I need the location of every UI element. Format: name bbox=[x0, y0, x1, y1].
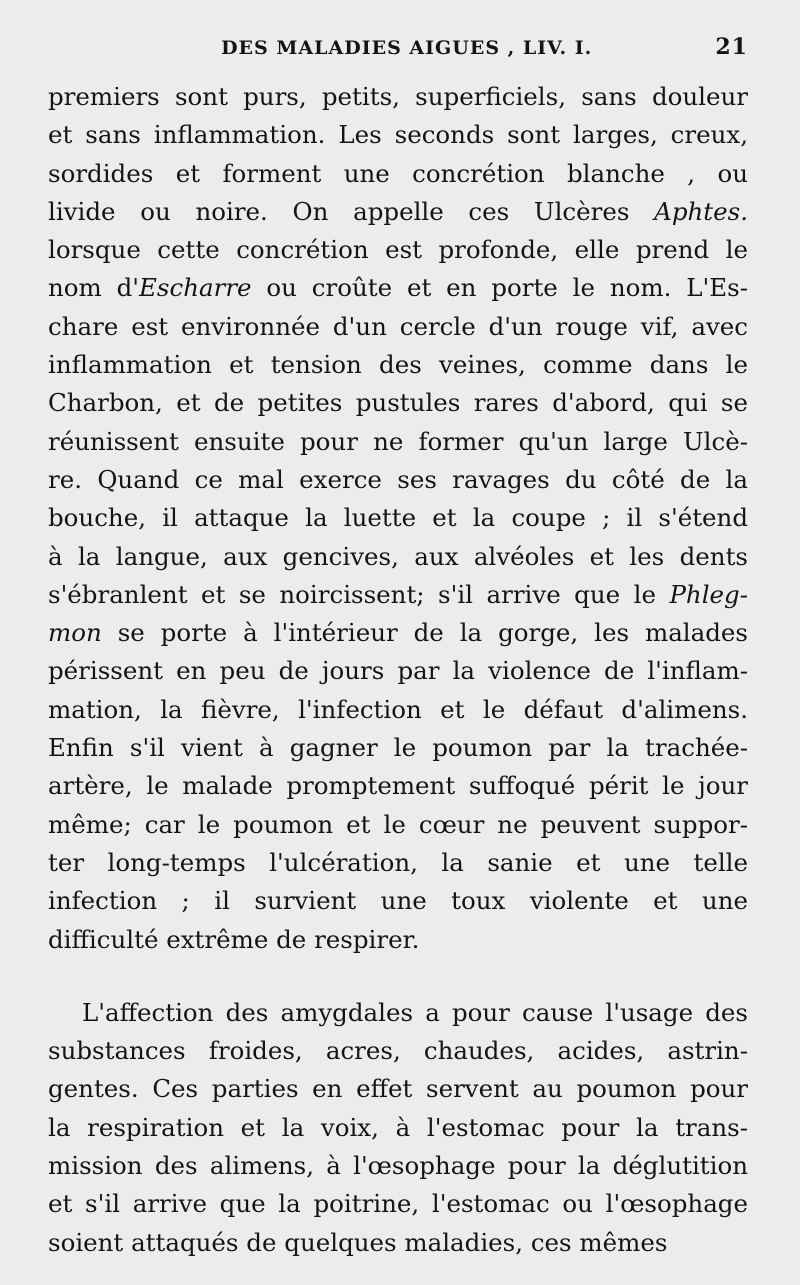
running-header bbox=[48, 34, 748, 78]
text-segment: périssent en peu de jours par la violence de l'inflam- bbox=[48, 656, 748, 686]
text-segment: infection ; il survient une toux violente et une bbox=[48, 886, 748, 916]
text-segment: ou croûte et en porte le nom. L'Es- bbox=[251, 273, 748, 303]
text-body bbox=[48, 78, 748, 1262]
text-line bbox=[48, 652, 748, 690]
text-segment: et s'il arrive que la poitrine, l'estomac ou l'œsophage bbox=[48, 1189, 748, 1219]
text-line bbox=[48, 1224, 748, 1262]
text-line bbox=[48, 806, 748, 844]
text-line bbox=[48, 691, 748, 729]
text-segment: même; car le poumon et le cœur ne peuvent suppor- bbox=[48, 809, 748, 839]
text-segment: réunissent ensuite pour ne former qu'un large Ulcè- bbox=[48, 426, 748, 456]
text-segment: chare est environnée d'un cercle d'un rouge vif, avec bbox=[48, 311, 748, 341]
text-segment: sordides et forment une concrétion blanche , ou bbox=[48, 158, 748, 188]
text-line bbox=[48, 384, 748, 422]
text-segment: la respiration et la voix, à l'estomac pour la trans- bbox=[48, 1112, 748, 1142]
text-line bbox=[48, 1185, 748, 1223]
text-segment: re. Quand ce mal exerce ses ravages du côté de la bbox=[48, 464, 748, 494]
running-title: DES MALADIES AIGUES , LIV. I. bbox=[221, 37, 593, 59]
text-segment: premiers sont purs, petits, superficiels, sans douleur bbox=[48, 82, 748, 111]
paragraph bbox=[48, 78, 748, 959]
paragraph bbox=[48, 994, 748, 1262]
text-line bbox=[48, 193, 748, 231]
text-line bbox=[48, 269, 748, 307]
text-line bbox=[48, 461, 748, 499]
text-line bbox=[48, 1070, 748, 1108]
text-line bbox=[48, 423, 748, 461]
text-line bbox=[48, 538, 748, 576]
text-line bbox=[48, 499, 748, 537]
italic-term: Escharre bbox=[139, 273, 252, 303]
text-segment: Enfin s'il vient à gagner le poumon par la trachée- bbox=[48, 733, 748, 763]
text-segment: gentes. Ces parties en effet servent au poumon pour bbox=[48, 1074, 748, 1104]
text-line bbox=[48, 844, 748, 882]
text-line bbox=[48, 346, 748, 384]
text-segment: soient attaqués de quelques maladies, ces mêmes bbox=[48, 1227, 668, 1257]
text-line bbox=[48, 729, 748, 767]
text-line bbox=[48, 78, 748, 116]
page-body bbox=[48, 34, 748, 1262]
text-line bbox=[48, 116, 748, 154]
text-line bbox=[48, 1109, 748, 1147]
text-line bbox=[48, 1032, 748, 1070]
text-line bbox=[48, 308, 748, 346]
italic-term: mon bbox=[48, 618, 102, 648]
text-segment: se porte à l'intérieur de la gorge, les malades bbox=[101, 618, 748, 648]
italic-term: Phleg- bbox=[669, 579, 748, 609]
text-segment: mation, la fièvre, l'infection et le défaut d'alimens. bbox=[48, 694, 748, 724]
text-segment: difficulté extrême de respirer. bbox=[48, 924, 420, 954]
text-line bbox=[48, 767, 748, 805]
text-segment: substances froides, acres, chaudes, acides, astrin- bbox=[48, 1036, 748, 1066]
text-line bbox=[48, 576, 748, 614]
text-segment: lorsque cette concrétion est profonde, elle prend le bbox=[48, 235, 748, 265]
text-line bbox=[48, 882, 748, 920]
text-line bbox=[48, 994, 748, 1032]
text-segment: et sans inflammation. Les seconds sont larges, creux, bbox=[48, 120, 748, 150]
text-segment: livide ou noire. On appelle ces Ulcères bbox=[48, 196, 655, 226]
text-line bbox=[48, 614, 748, 652]
text-segment: L'affection des amygdales a pour cause l'usage des bbox=[82, 997, 748, 1027]
page-number: 21 bbox=[715, 34, 748, 60]
paragraph-gap bbox=[48, 959, 748, 994]
text-segment: bouche, il attaque la luette et la coupe ; il s'étend bbox=[48, 503, 748, 533]
italic-term: Aphtes. bbox=[654, 196, 748, 226]
text-segment: ter long-temps l'ulcération, la sanie et une telle bbox=[48, 847, 748, 877]
text-line bbox=[48, 1147, 748, 1185]
text-segment: nom d' bbox=[48, 273, 140, 303]
text-segment: s'ébranlent et se noircissent; s'il arrive que le bbox=[48, 579, 670, 609]
text-line bbox=[48, 921, 748, 959]
text-segment: mission des alimens, à l'œsophage pour la déglutition bbox=[48, 1151, 748, 1181]
text-segment: Charbon, et de petites pustules rares d'abord, qui se bbox=[48, 388, 748, 418]
text-line bbox=[48, 155, 748, 193]
text-segment: artère, le malade promptement suffoqué périt le jour bbox=[48, 771, 748, 801]
text-segment: à la langue, aux gencives, aux alvéoles et les dents bbox=[48, 541, 748, 571]
text-segment: inflammation et tension des veines, comme dans le bbox=[48, 350, 748, 380]
text-line bbox=[48, 231, 748, 269]
